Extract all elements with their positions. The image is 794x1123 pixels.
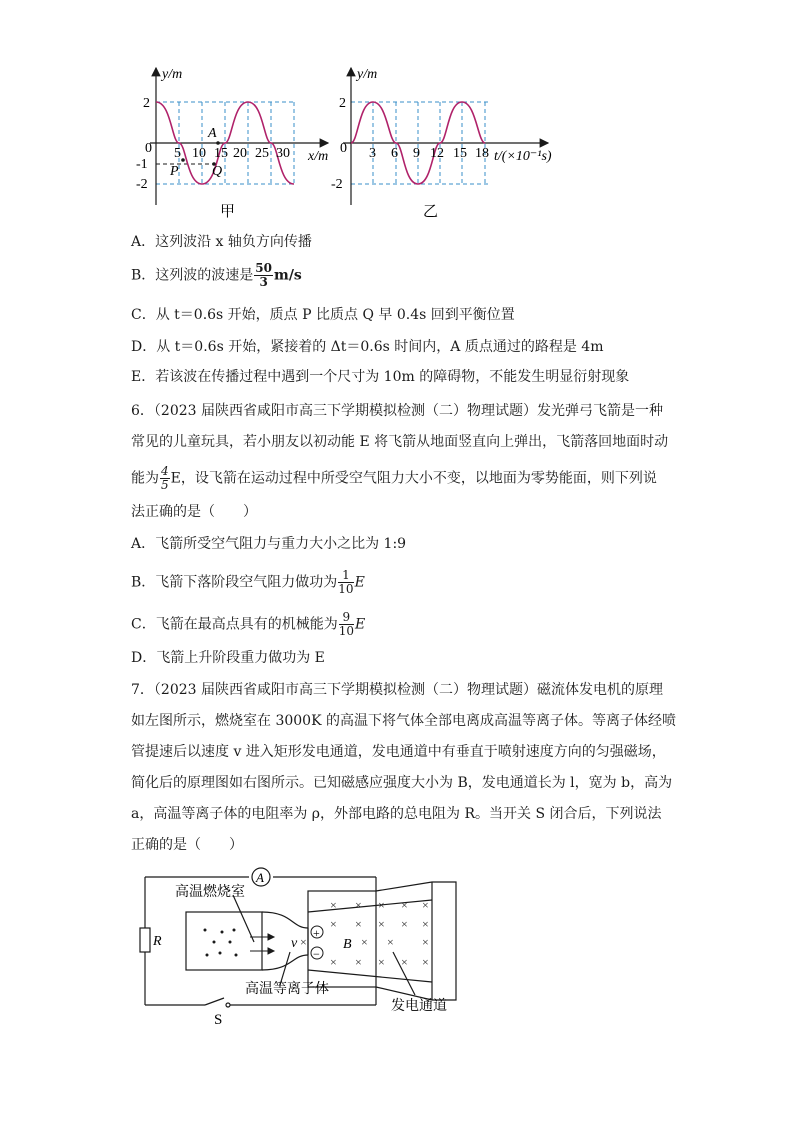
svg-text:×: ×: [330, 898, 337, 912]
q6-stem-line2: 常见的儿童玩具，若小朋友以初动能 E 将飞箭从地面竖直向上弹出，飞箭落回地面时动: [131, 434, 669, 450]
minus-sign: −: [313, 947, 320, 961]
fraction-numerator: 1: [338, 569, 353, 583]
x-tick: 30: [276, 146, 290, 161]
q5-option-c: C．从 t＝0.6s 开始，质点 P 比质点 Q 早 0.4s 回到平衡位置: [131, 307, 515, 323]
q7-stem-line6: 正确的是（ ）: [131, 837, 243, 853]
q7-stem-line1: 7．（2023 届陕西省咸阳市高三下学期模拟检测（二）物理试题）磁流体发电机的原理: [131, 682, 663, 698]
q6-energy-fraction: [160, 465, 170, 492]
ylabel: y/m: [357, 67, 378, 82]
q6-stem-line4: 法正确的是（ ）: [131, 504, 257, 520]
field-b-label: B: [343, 937, 352, 952]
q5-speed-fraction: [254, 262, 273, 289]
q6-option-c-text: C．飞箭在最高点具有的机械能为: [131, 616, 338, 633]
svg-text:×: ×: [300, 935, 307, 949]
switch-s: [226, 1003, 230, 1007]
switch-label: S: [214, 1012, 223, 1028]
svg-text:×: ×: [355, 955, 362, 969]
fraction-denominator: 3: [259, 275, 268, 289]
label-q: Q: [212, 164, 223, 179]
fraction-numerator: 50: [255, 261, 272, 275]
q6-line3-suffix: E，设飞箭在运动过程中所受空气阻力大小不变，以地面为零势能面，则下列说: [170, 470, 657, 487]
wave-graph-yi: [331, 67, 552, 220]
ammeter-label: A: [256, 870, 264, 885]
svg-text:×: ×: [330, 955, 337, 969]
svg-text:×: ×: [422, 898, 429, 912]
q6-option-b-text: B．飞箭下落阶段空气阻力做功为: [131, 574, 338, 591]
q5-option-b: [131, 262, 302, 289]
wave-graph-jia: [136, 67, 328, 220]
svg-text:×: ×: [330, 917, 337, 931]
point-a: [216, 141, 220, 145]
tlabel: t/(×10⁻¹s): [494, 149, 552, 164]
x-tick: 10: [192, 146, 206, 161]
q5-option-d: D．从 t＝0.6s 开始，紧接着的 Δt＝0.6s 时间内，A 质点通过的路程是 4m: [131, 339, 604, 355]
svg-text:×: ×: [422, 955, 429, 969]
t-tick: 6: [391, 146, 398, 161]
svg-text:×: ×: [401, 898, 408, 912]
fraction-denominator: 10: [338, 582, 354, 596]
q6-stem-line1: 6．（2023 届陕西省咸阳市高三下学期模拟检测（二）物理试题）发光弹弓飞箭是一种: [131, 403, 663, 419]
q6-option-c-suffix: E: [355, 616, 366, 633]
resistor-r: [140, 928, 150, 952]
t-tick: 18: [475, 146, 489, 161]
q5-option-a: A．这列波沿 x 轴负方向传播: [131, 234, 312, 250]
t-tick: 3: [369, 146, 376, 161]
q6-option-c-fraction: [339, 611, 354, 638]
fraction-denominator: 10: [338, 624, 354, 638]
caption-yi: 乙: [423, 204, 439, 220]
q7-stem-line2: 如左图所示，燃烧室在 3000K 的高温下将气体全部电离成高温等离子体。等离子体经喷: [131, 713, 676, 729]
chamber-label: 高温燃烧室: [175, 885, 245, 900]
svg-text:×: ×: [401, 955, 408, 969]
q6-option-b: [131, 569, 365, 596]
combustion-chamber: [186, 912, 262, 970]
channel-label: 发电通道: [391, 999, 447, 1014]
xlabel: x/m: [308, 149, 329, 164]
fraction-denominator: 5: [161, 478, 169, 492]
q6-stem-line3: [131, 465, 657, 492]
origin-label: 0: [145, 141, 152, 156]
q5-option-e: E．若该波在传播过程中遇到一个尺寸为 10m 的障碍物，不能发生明显衍射现象: [131, 369, 630, 385]
svg-text:×: ×: [422, 917, 429, 931]
t-tick: 9: [413, 146, 420, 161]
plus-sign: +: [313, 926, 320, 940]
origin-label: 0: [340, 141, 347, 156]
fraction-numerator: 4: [161, 464, 169, 478]
wave-graphs-figure: [130, 60, 570, 225]
y-tick: -1: [136, 157, 148, 172]
caption-jia: 甲: [220, 204, 236, 220]
svg-text:×: ×: [401, 917, 408, 931]
mhd-generator-figure: [135, 860, 475, 1030]
label-p: P: [170, 164, 179, 179]
q6-option-c: [131, 611, 365, 638]
x-tick: 20: [233, 146, 247, 161]
q7-stem-line5: a，高温等离子体的电阻率为 ρ，外部电路的总电阻为 R。当开关 S 闭合后，下列说法: [131, 806, 662, 822]
svg-text:×: ×: [387, 935, 394, 949]
q7-stem-line3: 管提速后以速度 v 进入矩形发电通道，发电通道中有垂直于喷射速度方向的匀强磁场，: [131, 744, 666, 760]
svg-text:×: ×: [361, 935, 368, 949]
svg-text:×: ×: [422, 935, 429, 949]
y-tick: -2: [136, 177, 148, 192]
svg-text:×: ×: [355, 917, 362, 931]
svg-text:×: ×: [355, 898, 362, 912]
x-tick: 15: [214, 146, 228, 161]
q6-option-a: A．飞箭所受空气阻力与重力大小之比为 1:9: [131, 536, 407, 552]
point-p: [181, 158, 185, 162]
q7-stem-line4: 简化后的原理图如右图所示。已知磁感应强度大小为 B，发电通道长为 l，宽为 b，高为: [131, 775, 673, 791]
t-tick: 15: [453, 146, 467, 161]
q6-line3-prefix: 能为: [131, 470, 159, 487]
q5-speed-unit: m/s: [274, 267, 302, 284]
y-tick: 2: [339, 96, 346, 111]
svg-text:×: ×: [378, 898, 385, 912]
t-tick: 12: [430, 146, 444, 161]
q6-option-b-fraction: [338, 569, 353, 596]
label-a: A: [208, 126, 217, 141]
y-tick: 2: [143, 96, 150, 111]
ylabel: y/m: [162, 67, 183, 82]
plasma-label: 高温等离子体: [245, 982, 329, 997]
y-tick: -2: [331, 177, 343, 192]
x-tick: 25: [255, 146, 269, 161]
svg-text:×: ×: [378, 955, 385, 969]
q6-option-d: D．飞箭上升阶段重力做功为 E: [131, 650, 325, 666]
velocity-label: v: [291, 936, 298, 951]
plasma-particles: [204, 929, 238, 957]
x-tick: 5: [174, 146, 181, 161]
q6-option-b-suffix: E: [354, 574, 365, 591]
svg-text:×: ×: [378, 917, 385, 931]
fraction-numerator: 9: [339, 611, 354, 625]
q5-option-b-text: B．这列波的波速是: [131, 267, 254, 284]
resistor-label: R: [153, 934, 162, 949]
